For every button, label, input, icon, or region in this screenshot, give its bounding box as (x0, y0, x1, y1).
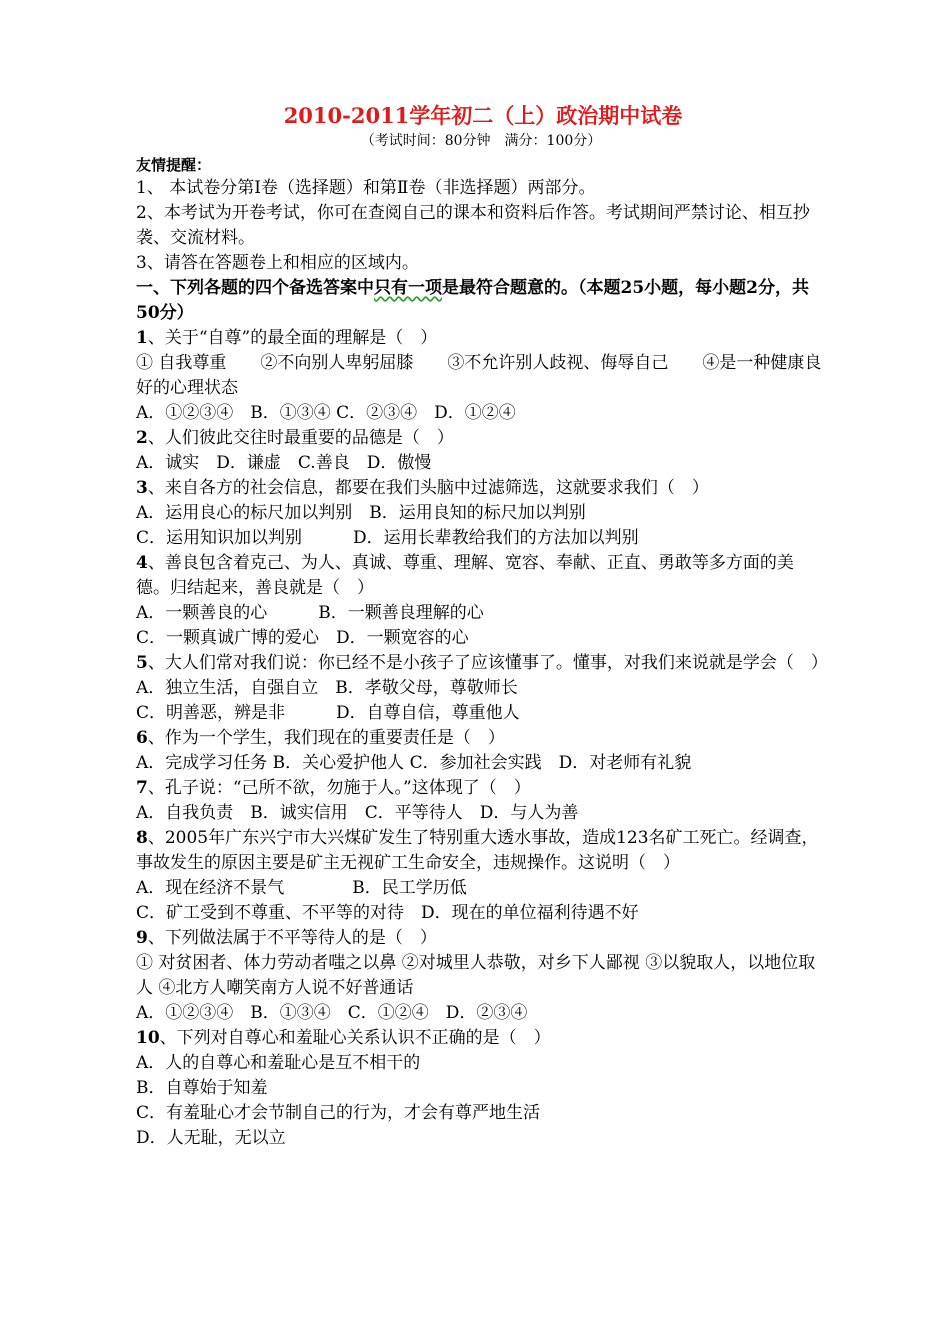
question-number: 9 (136, 928, 148, 948)
exam-subtitle: （考试时间：80分钟 满分：100分） (360, 133, 602, 149)
tip-item: 2、本考试为开卷考试，你可在查阅自己的课本和资料后作答。考试期间严禁讨论、相互抄袭、交流材料。 (136, 203, 810, 248)
question-block (136, 426, 826, 476)
exam-title: 2010-2011学年初二（上）政治期中试卷 (283, 103, 683, 128)
question-list (136, 326, 826, 1151)
question-option-line: A．独立生活，自强自立 B．孝敬父母，尊敬师长 (136, 678, 518, 698)
question-stem (136, 726, 826, 751)
question-block (136, 326, 826, 426)
question-number: 7 (136, 778, 148, 798)
question-text: 、人们彼此交往时最重要的品德是（ ） (147, 428, 454, 448)
question-option-line: A．人的自尊心和羞耻心是互不相干的 (136, 1053, 421, 1073)
question-block (136, 776, 826, 826)
question-text: 、孔子说：“己所不欲，勿施于人。”这体现了（ ） (147, 778, 531, 798)
question-text: 、善良包含着克己、为人、真诚、尊重、理解、宽容、奉献、正直、勇敢等多方面的美德。归结起来，善良就是（ ） (136, 553, 794, 598)
question-option-line: A．自我负责 B．诚实信用 C．平等待人 D．与人为善 (136, 803, 579, 823)
question-option-line: A．①②③④ B．①③④ C．②③④ D．①②④ (136, 403, 516, 423)
section-heading-prefix: 一、下列各题的四个备选答案中 (136, 278, 374, 298)
question-option-line: C．明善恶，辨是非 D．自尊自信，尊重他人 (136, 703, 520, 723)
question-number: 4 (136, 553, 148, 573)
question-stem (136, 326, 826, 351)
tips-heading: 友情提醒： (136, 156, 212, 174)
question-number: 1 (136, 328, 148, 348)
question-block (136, 826, 826, 926)
question-option-line: C．矿工受到不尊重、不平等的对待 D．现在的单位福利待遇不好 (136, 903, 639, 923)
tip-item: 3、请答在答题卷上和相应的区域内。 (136, 253, 419, 273)
question-stem (136, 826, 826, 876)
question-number: 10 (136, 1028, 160, 1048)
question-stem (136, 1026, 826, 1051)
question-stem (136, 926, 826, 951)
question-option-line: A．完成学习任务 B．关心爱护他人 C．参加社会实践 D．对老师有礼貌 (136, 753, 692, 773)
question-number: 6 (136, 728, 148, 748)
question-number: 8 (136, 828, 148, 848)
question-block (136, 926, 826, 1026)
section-heading-emphasis: 只有一项 (374, 278, 442, 298)
question-option-line: A．一颗善良的心 B．一颗善良理解的心 (136, 603, 484, 623)
question-option-line: A．诚实 D．谦虚 C.善良 D．傲慢 (136, 453, 432, 473)
question-option-line: ① 自我尊重 ②不向别人卑躬屈膝 ③不允许别人歧视、侮辱自己 ④是一种健康良好的心理状态 (136, 353, 822, 398)
question-stem (136, 476, 826, 501)
question-text: 、作为一个学生，我们现在的重要责任是（ ） (147, 728, 505, 748)
question-text: 、来自各方的社会信息，都要在我们头脑中过滤筛选，这就要求我们（ ） (147, 478, 709, 498)
question-text: 、下列对自尊心和羞耻心关系认识不正确的是（ ） (159, 1028, 551, 1048)
question-block (136, 726, 826, 776)
question-option-line: C．一颗真诚广博的爱心 D．一颗宽容的心 (136, 628, 469, 648)
question-text: 、大人们常对我们说：你已经不是小孩子了应该懂事了。懂事，对我们来说就是学会（ ） (147, 653, 828, 673)
question-option-line: A．现在经济不景气 B．民工学历低 (136, 878, 467, 898)
question-stem (136, 551, 826, 601)
question-text: 、2005年广东兴宁市大兴煤矿发生了特别重大透水事故，造成123名矿工死亡。经调查，事故发生的原因主要是矿主无视矿工生命安全，违规操作。这说明（ ） (136, 828, 819, 873)
question-block (136, 551, 826, 651)
question-number: 2 (136, 428, 148, 448)
question-block (136, 1026, 826, 1151)
question-block (136, 476, 826, 551)
section-heading (136, 276, 826, 326)
question-stem (136, 651, 826, 676)
section-heading-suffix: 是最符合题意的。（本题25小题，每小题2分，共50分） (136, 278, 809, 323)
question-option-line: C．有羞耻心才会节制自己的行为，才会有尊严地生活 (136, 1103, 541, 1123)
question-stem (136, 426, 826, 451)
question-text: 、下列做法属于不平等待人的是（ ） (147, 928, 437, 948)
question-option-line: B．自尊始于知羞 (136, 1078, 268, 1098)
tip-item: 1、 本试卷分第Ⅰ卷（选择题）和第Ⅱ卷（非选择题）两部分。 (136, 178, 596, 198)
question-option-line: A．①②③④ B．①③④ C．①②④ D．②③④ (136, 1003, 528, 1023)
question-text: 、关于“自尊”的最全面的理解是（ ） (147, 328, 438, 348)
question-number: 5 (136, 653, 148, 673)
question-number: 3 (136, 478, 148, 498)
question-option-line: C．运用知识加以判别 D．运用长辈教给我们的方法加以判别 (136, 528, 639, 548)
question-option-line: D．人无耻，无以立 (136, 1128, 286, 1148)
question-option-line: A．运用良心的标尺加以判别 B．运用良知的标尺加以判别 (136, 503, 586, 523)
exam-content (136, 102, 826, 1151)
question-block (136, 651, 826, 726)
question-option-line: ① 对贫困者、体力劳动者嗤之以鼻 ②对城里人恭敬，对乡下人鄙视 ③以貌取人，以地位取人 ④北方人嘲笑南方人说不好普通话 (136, 953, 816, 998)
question-stem (136, 776, 826, 801)
